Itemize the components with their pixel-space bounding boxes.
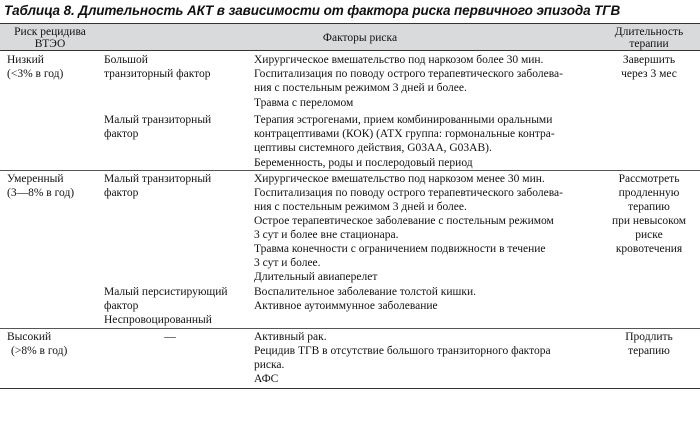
- factor-line: цептивы системного действия, G03AA, G03AB).: [254, 142, 492, 154]
- factor-line: Воспалительное заболевание толстой кишки.: [254, 286, 476, 298]
- row-low-duration-1: Завершить: [622, 54, 676, 66]
- row-moderate-duration: продленную: [618, 187, 680, 199]
- row-moderate-duration: риске: [635, 229, 663, 241]
- row-high-type: —: [164, 331, 176, 343]
- row-high-duration: терапию: [628, 345, 670, 357]
- row-divider: [0, 328, 700, 329]
- factor-line: ния с постельным режимом 3 дней и более.: [254, 201, 467, 213]
- factor-line: Травма с переломом: [254, 97, 354, 109]
- row-low-risk-label: Низкий: [7, 54, 44, 66]
- row-low-type-1: Большой: [104, 54, 148, 66]
- row-low-risk-range: (<3% в год): [7, 68, 64, 80]
- header-risk-line-2: ВТЭО: [34, 38, 66, 50]
- factor-line: 3 сут и более вне стационара.: [254, 229, 399, 241]
- header-duration-line-2: терапии: [629, 38, 669, 50]
- factor-line: риска.: [254, 359, 285, 371]
- factor-line: Беременность, роды и послеродовый период: [254, 157, 473, 169]
- factor-line: АФС: [254, 373, 279, 385]
- header-duration-line-1: Длительность: [614, 26, 684, 38]
- header-risk-line-1: Риск рецидива: [14, 26, 86, 38]
- factor-line: Хирургическое вмешательство под наркозом менее 30 мин.: [254, 173, 545, 185]
- factor-line: ния с постельным режимом 3 дней и более.: [254, 82, 467, 94]
- table-bottom-rule: [0, 388, 700, 389]
- table-title: Таблица 8. Длительность АКТ в зависимости от фактора риска первичного эпизода ТГВ: [4, 3, 621, 18]
- row-high-risk-label: Высокий: [7, 331, 52, 343]
- row-high-risk-range: (>8% в год): [11, 345, 68, 357]
- row-moderate-type-2: Малый персистирующий: [104, 286, 228, 298]
- row-low-type-1: транзиторный фактор: [104, 68, 211, 80]
- row-moderate-type-3: Неспровоцированный: [104, 314, 212, 326]
- factor-line: Активное аутоиммунное заболевание: [254, 300, 438, 312]
- row-moderate-type-1: фактор: [104, 187, 139, 199]
- factor-line: Терапия эстрогенами, прием комбинированными оральными: [254, 114, 553, 126]
- factor-line: Травма конечности с ограничением подвижности в течение: [254, 243, 546, 255]
- factor-line: Длительный авиаперелет: [254, 271, 378, 283]
- factor-line: Острое терапевтическое заболевание с постельным режимом: [254, 215, 554, 227]
- row-high-duration: Продлить: [625, 331, 673, 343]
- row-low-type-2: фактор: [104, 128, 139, 140]
- row-moderate-type-1: Малый транзиторный: [104, 173, 212, 185]
- factor-line: 3 сут и более.: [254, 257, 321, 269]
- factor-line: Госпитализация по поводу острого терапевтического заболева-: [254, 187, 563, 199]
- row-low-type-2: Малый транзиторный: [104, 114, 212, 126]
- header-factors: Факторы риска: [322, 32, 398, 44]
- factor-line: Рецидив ТГВ в отсутствие большого транзиторного фактора: [254, 345, 551, 357]
- row-moderate-duration: кровотечения: [615, 243, 683, 255]
- row-moderate-risk-range: (3—8% в год): [7, 187, 75, 199]
- factor-line: контрацептивами (КОК) (АТХ группа: гормональные контра-: [254, 128, 555, 140]
- row-moderate-duration: Рассмотреть: [618, 173, 680, 185]
- factor-line: Хирургическое вмешательство под наркозом более 30 мин.: [254, 54, 544, 66]
- row-moderate-risk-label: Умеренный: [7, 173, 64, 185]
- factor-line: Госпитализация по поводу острого терапевтического заболева-: [254, 68, 563, 80]
- table-header: [0, 23, 700, 51]
- factor-line: Активный рак.: [254, 331, 327, 343]
- row-moderate-type-2: фактор: [104, 300, 139, 312]
- row-moderate-duration: при невысоком: [611, 215, 686, 227]
- row-divider: [0, 170, 700, 171]
- row-low-duration-2: через 3 мес: [621, 68, 677, 80]
- row-moderate-duration: терапию: [628, 201, 670, 213]
